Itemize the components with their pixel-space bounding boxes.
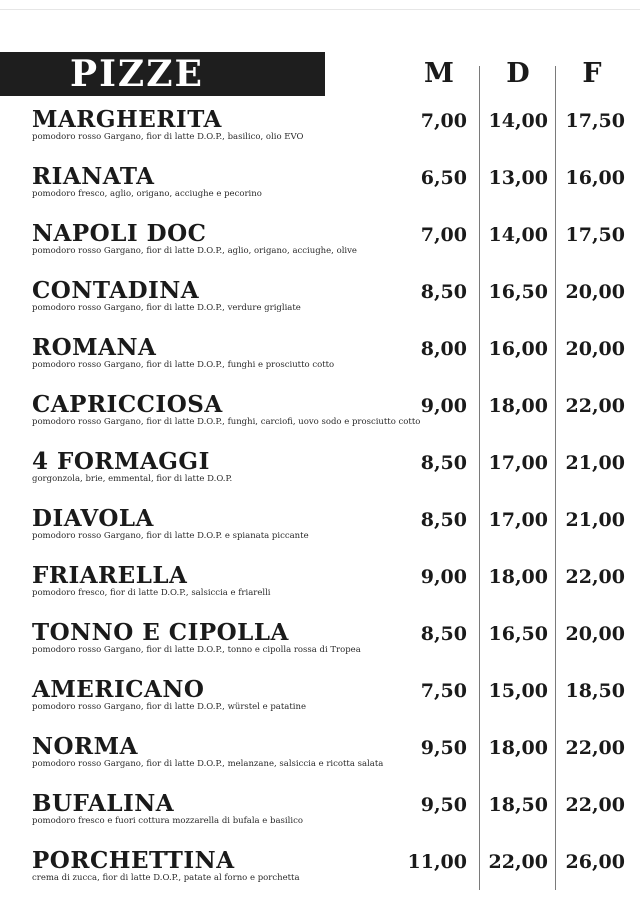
menu-item bbox=[0, 333, 640, 390]
menu-item-name: DIAVOLA bbox=[32, 505, 154, 532]
price-d: 18,00 bbox=[488, 395, 548, 417]
menu-item-description: pomodoro rosso Gargano, fior di latte D.O.P., aglio, origano, acciughe, olive bbox=[32, 246, 357, 256]
price-d: 17,00 bbox=[488, 452, 548, 474]
price-m: 8,50 bbox=[420, 281, 467, 303]
menu-item-description: pomodoro rosso Gargano, fior di latte D.O.P., basilico, olio EVO bbox=[32, 132, 304, 142]
menu-item bbox=[0, 618, 640, 675]
price-d: 16,50 bbox=[488, 281, 548, 303]
menu-item-name: BUFALINA bbox=[32, 790, 175, 817]
menu-item bbox=[0, 789, 640, 846]
price-d: 18,00 bbox=[488, 737, 548, 759]
menu-item-name: CAPRICCIOSA bbox=[32, 391, 223, 418]
menu-item-name: NORMA bbox=[32, 733, 138, 760]
menu-item-name: TONNO E CIPOLLA bbox=[32, 619, 289, 646]
top-divider bbox=[0, 9, 640, 10]
column-header-m: M bbox=[424, 58, 454, 89]
menu-item-description: pomodoro rosso Gargano, fior di latte D.O.P., melanzane, salsiccia e ricotta salata bbox=[32, 759, 384, 769]
menu-item bbox=[0, 561, 640, 618]
menu-item-description: pomodoro rosso Gargano, fior di latte D.O.P., funghi e prosciutto cotto bbox=[32, 360, 335, 370]
menu-item bbox=[0, 504, 640, 561]
price-d: 17,00 bbox=[488, 509, 548, 531]
price-f: 22,00 bbox=[565, 566, 625, 588]
price-m: 8,50 bbox=[420, 452, 467, 474]
menu-item-description: pomodoro rosso Gargano, fior di latte D.O.P., würstel e patatine bbox=[32, 702, 306, 712]
column-header-d: D bbox=[506, 58, 530, 89]
price-f: 18,50 bbox=[565, 680, 625, 702]
menu-item-description: pomodoro rosso Gargano, fior di latte D.O.P., tonno e cipolla rossa di Tropea bbox=[32, 645, 361, 655]
price-d: 14,00 bbox=[488, 224, 548, 246]
price-m: 7,00 bbox=[420, 224, 467, 246]
price-f: 20,00 bbox=[565, 338, 625, 360]
menu-item-description: pomodoro rosso Gargano, fior di latte D.O.P. e spianata piccante bbox=[32, 531, 309, 541]
price-f: 20,00 bbox=[565, 281, 625, 303]
price-f: 26,00 bbox=[565, 851, 625, 873]
menu-item bbox=[0, 732, 640, 789]
menu-item-name: FRIARELLA bbox=[32, 562, 188, 589]
price-d: 22,00 bbox=[488, 851, 548, 873]
menu-item-description: pomodoro fresco e fuori cottura mozzarella di bufala e basilico bbox=[32, 816, 303, 826]
menu-item bbox=[0, 675, 640, 732]
menu-item-description: gorgonzola, brie, emmental, fior di latte D.O.P. bbox=[32, 474, 233, 484]
price-f: 21,00 bbox=[565, 509, 625, 531]
menu-list bbox=[0, 105, 640, 903]
price-d: 16,50 bbox=[488, 623, 548, 645]
menu-item-name: PORCHETTINA bbox=[32, 847, 235, 874]
price-m: 11,00 bbox=[407, 851, 467, 873]
menu-item-description: crema di zucca, fior di latte D.O.P., patate al forno e porchetta bbox=[32, 873, 300, 883]
section-title: PIZZE bbox=[70, 53, 204, 95]
price-f: 20,00 bbox=[565, 623, 625, 645]
price-m: 7,50 bbox=[420, 680, 467, 702]
price-m: 9,00 bbox=[420, 566, 467, 588]
menu-item-name: AMERICANO bbox=[32, 676, 205, 703]
price-f: 17,50 bbox=[565, 110, 625, 132]
menu-item-name: MARGHERITA bbox=[32, 106, 222, 133]
menu-item-description: pomodoro fresco, aglio, origano, acciughe e pecorino bbox=[32, 189, 262, 199]
price-f: 22,00 bbox=[565, 794, 625, 816]
price-m: 9,50 bbox=[420, 794, 467, 816]
menu-item-description: pomodoro rosso Gargano, fior di latte D.O.P., funghi, carciofi, uovo sodo e prosciutto cotto bbox=[32, 417, 421, 427]
price-m: 7,00 bbox=[420, 110, 467, 132]
price-d: 18,00 bbox=[488, 566, 548, 588]
menu-item bbox=[0, 846, 640, 903]
menu-item bbox=[0, 105, 640, 162]
price-d: 16,00 bbox=[488, 338, 548, 360]
menu-item-name: 4 FORMAGGI bbox=[32, 448, 210, 475]
price-f: 16,00 bbox=[565, 167, 625, 189]
menu-item-name: ROMANA bbox=[32, 334, 157, 361]
price-m: 9,00 bbox=[420, 395, 467, 417]
section-title-bar bbox=[0, 52, 325, 96]
price-f: 22,00 bbox=[565, 737, 625, 759]
price-m: 8,00 bbox=[420, 338, 467, 360]
price-f: 21,00 bbox=[565, 452, 625, 474]
price-m: 8,50 bbox=[420, 623, 467, 645]
price-d: 18,50 bbox=[488, 794, 548, 816]
price-m: 9,50 bbox=[420, 737, 467, 759]
price-m: 6,50 bbox=[420, 167, 467, 189]
menu-item bbox=[0, 390, 640, 447]
price-d: 14,00 bbox=[488, 110, 548, 132]
menu-item bbox=[0, 219, 640, 276]
menu-item bbox=[0, 447, 640, 504]
column-header-f: F bbox=[582, 58, 602, 89]
menu-item bbox=[0, 276, 640, 333]
menu-item-description: pomodoro fresco, fior di latte D.O.P., salsiccia e friarelli bbox=[32, 588, 271, 598]
price-d: 15,00 bbox=[488, 680, 548, 702]
menu-item-name: RIANATA bbox=[32, 163, 155, 190]
price-d: 13,00 bbox=[488, 167, 548, 189]
menu-item-name: CONTADINA bbox=[32, 277, 200, 304]
menu-item-name: NAPOLI DOC bbox=[32, 220, 207, 247]
menu-item bbox=[0, 162, 640, 219]
price-f: 17,50 bbox=[565, 224, 625, 246]
price-m: 8,50 bbox=[420, 509, 467, 531]
price-f: 22,00 bbox=[565, 395, 625, 417]
menu-item-description: pomodoro rosso Gargano, fior di latte D.O.P., verdure grigliate bbox=[32, 303, 301, 313]
